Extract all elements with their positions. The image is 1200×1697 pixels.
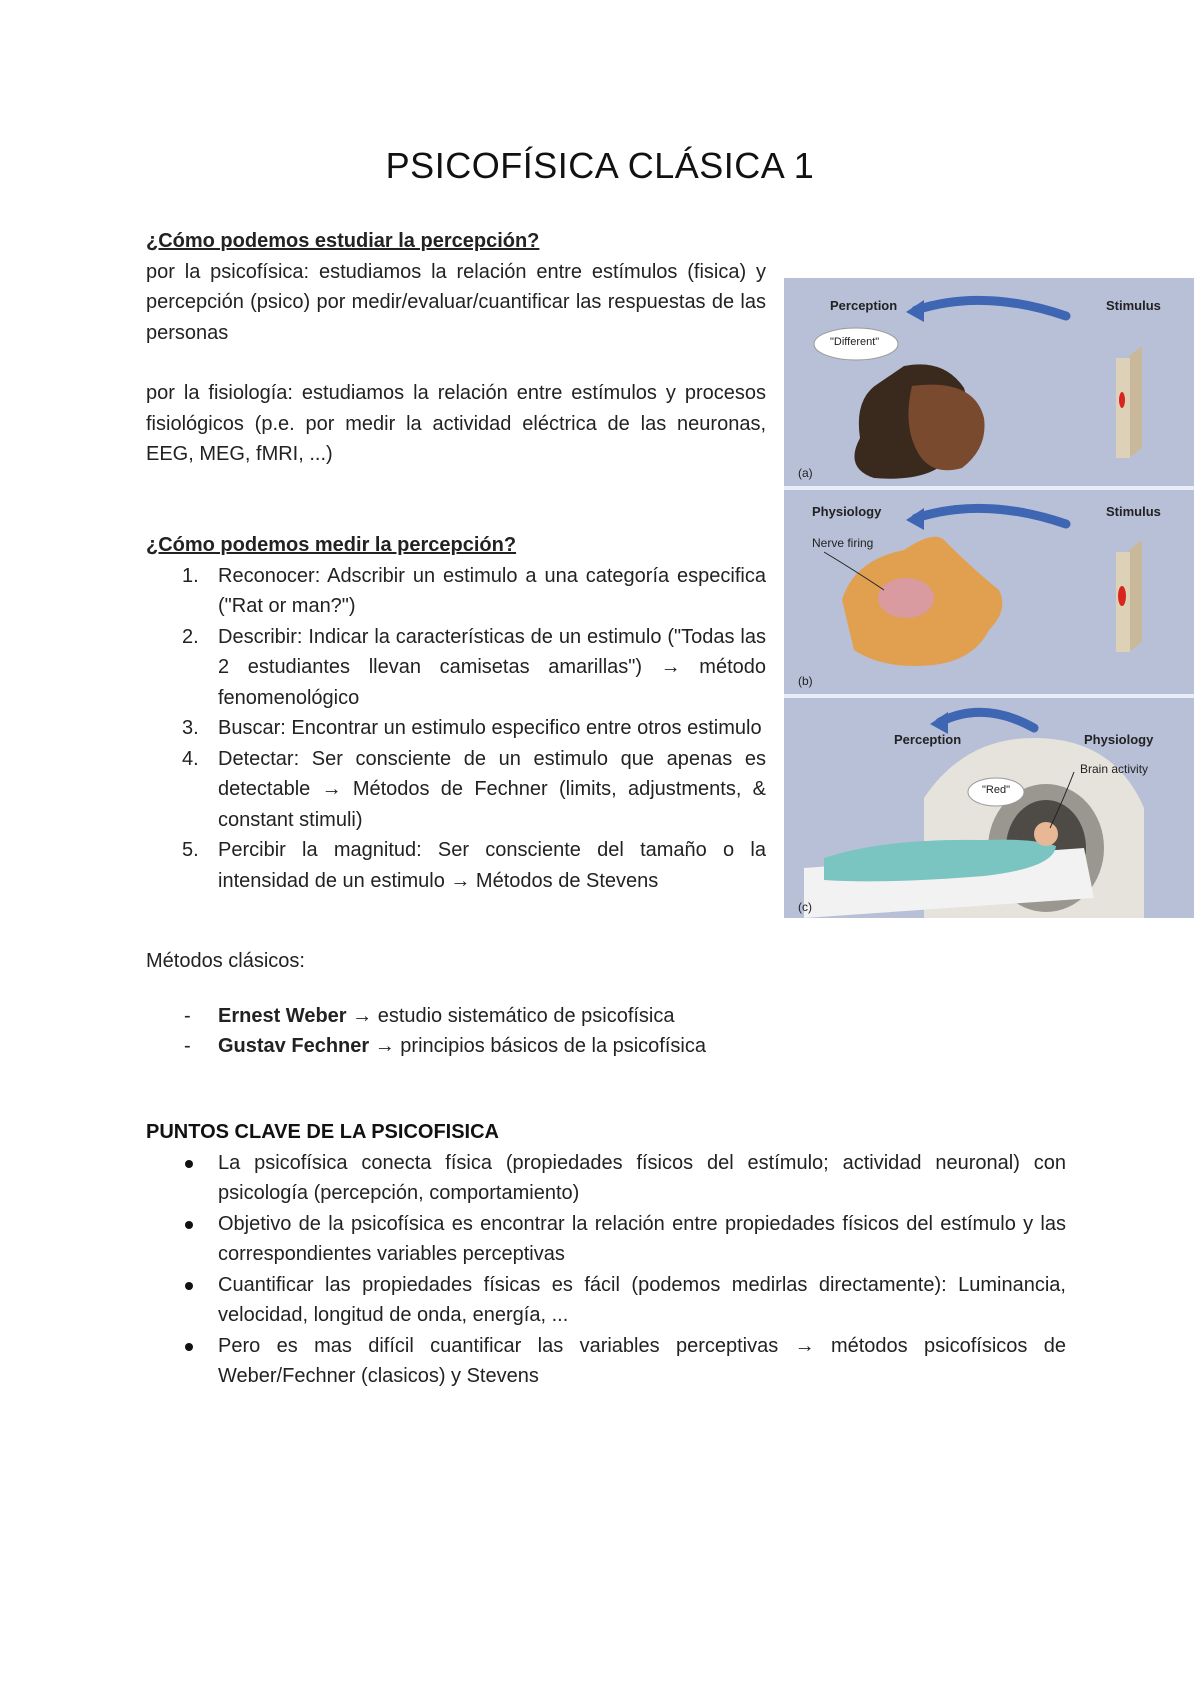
figure-panel-a (784, 278, 1194, 486)
panel-b-note: Nerve firing (812, 536, 874, 550)
list-item: 5. Percibir la magnitud: Ser consciente del tamaño o la intensidad de un estimulo → Métodos de Stevens (182, 839, 766, 892)
list-item: 1. Reconocer: Adscribir un estimulo a una categoría especifica ("Rat or man?") (182, 564, 766, 617)
paragraph-psychophysics: por la psicofísica: estudiamos la relación entre estímulos (fisica) y percepción (psico) por medir/evaluar/cuantificar las respuestas de las personas (146, 260, 766, 344)
panel-b-graphic (784, 490, 1194, 694)
key-points-list (146, 1148, 1066, 1392)
list-item: 4. Detectar: Ser consciente de un estimulo que apenas es detectable → Métodos de Fechner (limits, adjustments, & constant stimuli) (182, 747, 766, 831)
panel-b-right-label: Stimulus (1106, 504, 1161, 519)
question-study: ¿Cómo podemos estudiar la percepción? (146, 230, 540, 252)
classic-list (146, 1001, 846, 1062)
list-item: - Gustav Fechner → principios básicos de la psicofísica (184, 1035, 706, 1057)
panel-a-speech: "Different" (830, 336, 880, 348)
list-item: La psicofísica conecta física (propiedades físicos del estímulo; actividad neuronal) con psicología (percepción, comportamiento) (146, 1148, 1066, 1209)
key-points-heading: PUNTOS CLAVE DE LA PSICOFISICA (146, 1121, 499, 1143)
panel-c-note: Brain activity (1080, 762, 1149, 776)
paragraph-physiology: por la fisiología: estudiamos la relación entre estímulos y procesos fisiológicos (p.e. por medir la actividad eléctrica de las neuronas, EEG, MEG, fMRI, ...) (146, 382, 766, 465)
panel-a-tag: (a) (798, 466, 813, 480)
panel-c-graphic (784, 698, 1194, 918)
question-measure: ¿Cómo podemos medir la percepción? (146, 534, 517, 556)
figure-panel-b (784, 490, 1194, 694)
panel-a-right-label: Stimulus (1106, 298, 1161, 313)
list-item: Pero es mas difícil cuantificar las variables perceptivas → métodos psicofísicos de Weber/Fechner (clasicos) y Stevens (146, 1331, 1066, 1392)
key-points (146, 1117, 1066, 1392)
panel-c-left-label: Perception (894, 732, 962, 747)
panel-b-left-label: Physiology (812, 504, 882, 519)
list-item: Cuantificar las propiedades físicas es fácil (podemos medirlas directamente): Luminancia, velocidad, longitud de onda, energía, ... (146, 1270, 1066, 1331)
figure-panel-c (784, 698, 1194, 918)
panel-c-right-label: Physiology (1084, 732, 1154, 747)
panel-b-tag: (b) (798, 674, 813, 688)
panel-a-left-label: Perception (830, 298, 898, 313)
classic-methods (146, 946, 846, 1062)
page-title: PSICOFÍSICA CLÁSICA 1 (385, 145, 815, 186)
section-measure-perception (146, 530, 766, 896)
perception-physiology-figure (784, 278, 1194, 918)
classic-label: Métodos clásicos: (146, 950, 305, 972)
list-item: Objetivo de la psicofísica es encontrar la relación entre propiedades físicos del estímulo y las correspondientes variables perceptivas (146, 1209, 1066, 1270)
list-item: 3. Buscar: Encontrar un estimulo especifico entre otros estimulo (182, 717, 762, 739)
list-item: - Ernest Weber → estudio sistemático de psicofísica (184, 1004, 675, 1027)
panel-c-tag: (c) (798, 900, 812, 914)
list-item: 2. Describir: Indicar la características de un estimulo ("Todas las 2 estudiantes llevan camisetas amarillas") → método fenomenológico (182, 625, 766, 709)
section-study-perception (146, 226, 766, 470)
measure-list (146, 561, 766, 897)
panel-c-speech: "Red" (982, 784, 1010, 796)
